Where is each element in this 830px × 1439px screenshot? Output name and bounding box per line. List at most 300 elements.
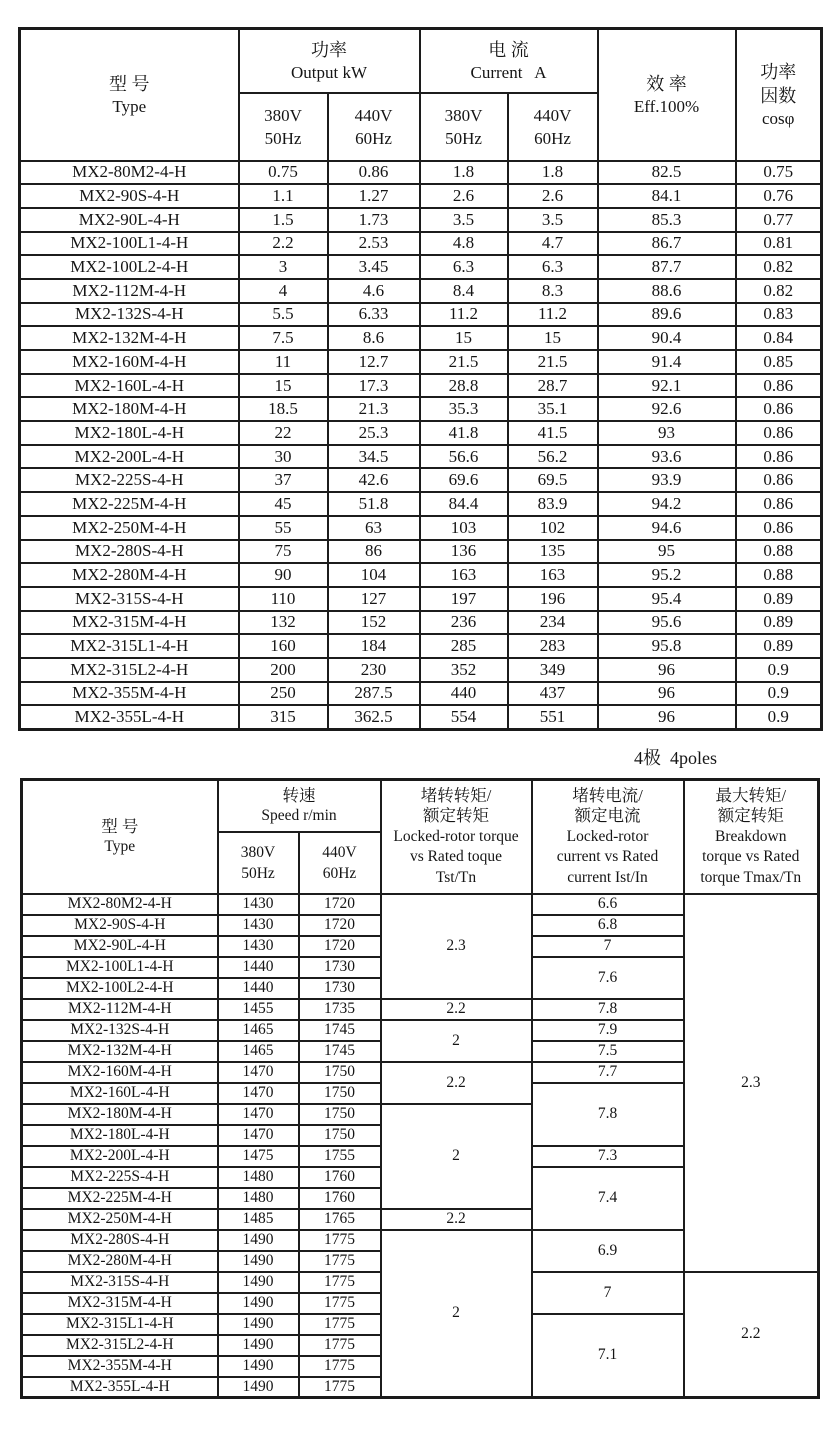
value-cell: 45: [239, 492, 328, 516]
value-cell: 86.7: [598, 232, 736, 256]
model-cell: MX2-132M-4-H: [22, 1041, 218, 1062]
model-cell: MX2-250M-4-H: [22, 1209, 218, 1230]
poles-caption: 4极 4poles: [634, 748, 717, 768]
spec-row: [20, 445, 822, 469]
model-cell: MX2-100L1-4-H: [22, 957, 218, 978]
model-cell: MX2-200L-4-H: [20, 445, 239, 469]
model-cell: MX2-132S-4-H: [20, 303, 239, 327]
value-cell: 96: [598, 682, 736, 706]
value-cell: 163: [508, 563, 598, 587]
speed-440-cell: 1775: [299, 1293, 381, 1314]
speed-440-cell: 1730: [299, 957, 381, 978]
spec-row: [20, 658, 822, 682]
value-cell: 84.1: [598, 184, 736, 208]
speed-440-cell: 1720: [299, 894, 381, 915]
type-header-en: Type: [104, 838, 136, 856]
ist-ratio-cell: 7.7: [532, 1062, 684, 1083]
tst-ratio-cell: 2.3: [381, 894, 532, 999]
value-cell: 0.88: [736, 540, 822, 564]
value-cell: 21.5: [420, 350, 508, 374]
value-cell: 4.7: [508, 232, 598, 256]
value-cell: 110: [239, 587, 328, 611]
speed-440-cell: 1750: [299, 1125, 381, 1146]
hz-50-label: 50Hz: [264, 128, 302, 148]
speed-440-cell: 1765: [299, 1209, 381, 1230]
efficiency-header-en: Eff.100%: [633, 96, 700, 116]
current-header-en: Current A: [470, 62, 547, 82]
current-380v-header: [420, 93, 508, 161]
value-cell: 104: [328, 563, 420, 587]
current-header: [420, 29, 598, 93]
model-cell: MX2-160M-4-H: [20, 350, 239, 374]
value-cell: 95.8: [598, 634, 736, 658]
value-cell: 362.5: [328, 705, 420, 729]
spec-row: [20, 184, 822, 208]
volt-440-label: 440V: [354, 105, 393, 125]
tst-ratio-cell: 2: [381, 1020, 532, 1062]
spec-row: [20, 611, 822, 635]
value-cell: 551: [508, 705, 598, 729]
tmax-ratio-cell: 2.3: [684, 894, 819, 1272]
value-cell: 135: [508, 540, 598, 564]
value-cell: 234: [508, 611, 598, 635]
ist-ratio-cell: 6.6: [532, 894, 684, 915]
speed-380-cell: 1465: [218, 1041, 299, 1062]
value-cell: 132: [239, 611, 328, 635]
value-cell: 136: [420, 540, 508, 564]
value-cell: 315: [239, 705, 328, 729]
value-cell: 75: [239, 540, 328, 564]
current-440v-header: [508, 93, 598, 161]
spec-row: [20, 397, 822, 421]
ist-ratio-cell: 6.8: [532, 915, 684, 936]
model-cell: MX2-112M-4-H: [22, 999, 218, 1020]
model-cell: MX2-315L2-4-H: [20, 658, 239, 682]
spec-row: [20, 563, 822, 587]
locked-rotor-torque-header: [381, 780, 532, 894]
hz-60-label: 60Hz: [355, 128, 392, 148]
model-cell: MX2-355M-4-H: [22, 1356, 218, 1377]
value-cell: 0.75: [736, 161, 822, 185]
tmax-header-line: 最大转矩/: [715, 785, 787, 805]
ist-ratio-cell: 7: [532, 936, 684, 957]
value-cell: 56.6: [420, 445, 508, 469]
value-cell: 21.3: [328, 397, 420, 421]
hz-60-label: 60Hz: [534, 128, 571, 148]
speed-380-cell: 1490: [218, 1314, 299, 1335]
type-header-cn: 型 号: [101, 817, 139, 837]
speed-torque-table: [20, 778, 820, 1399]
value-cell: 3.45: [328, 255, 420, 279]
value-cell: 0.86: [736, 397, 822, 421]
model-cell: MX2-315L1-4-H: [20, 634, 239, 658]
speed-380-cell: 1440: [218, 957, 299, 978]
speed-380-cell: 1440: [218, 978, 299, 999]
power-current-table-body: [20, 161, 822, 730]
tst-ratio-cell: 2.2: [381, 999, 532, 1020]
model-cell: MX2-315L1-4-H: [22, 1314, 218, 1335]
value-cell: 0.9: [736, 658, 822, 682]
speed-380-cell: 1475: [218, 1146, 299, 1167]
model-cell: MX2-315M-4-H: [22, 1293, 218, 1314]
value-cell: 93.9: [598, 468, 736, 492]
speed-380v-header: [218, 832, 299, 894]
speed-380-cell: 1490: [218, 1272, 299, 1293]
value-cell: 0.89: [736, 634, 822, 658]
model-cell: MX2-355M-4-H: [20, 682, 239, 706]
value-cell: 15: [420, 326, 508, 350]
value-cell: 37: [239, 468, 328, 492]
speed-440-cell: 1775: [299, 1377, 381, 1398]
tmax-header-line: torque vs Rated: [702, 848, 800, 865]
spec-row: [20, 587, 822, 611]
value-cell: 69.5: [508, 468, 598, 492]
model-cell: MX2-250M-4-H: [20, 516, 239, 540]
value-cell: 152: [328, 611, 420, 635]
value-cell: 7.5: [239, 326, 328, 350]
value-cell: 0.86: [736, 421, 822, 445]
speed-440-cell: 1750: [299, 1083, 381, 1104]
value-cell: 3.5: [508, 208, 598, 232]
value-cell: 83.9: [508, 492, 598, 516]
value-cell: 63: [328, 516, 420, 540]
value-cell: 163: [420, 563, 508, 587]
value-cell: 56.2: [508, 445, 598, 469]
speed-380-cell: 1455: [218, 999, 299, 1020]
value-cell: 160: [239, 634, 328, 658]
locked-rotor-current-header: [532, 780, 684, 894]
volt-380-label: 380V: [264, 105, 302, 125]
value-cell: 1.5: [239, 208, 328, 232]
value-cell: 42.6: [328, 468, 420, 492]
value-cell: 6.3: [420, 255, 508, 279]
speed-380-cell: 1490: [218, 1251, 299, 1272]
value-cell: 283: [508, 634, 598, 658]
speed-440-cell: 1745: [299, 1041, 381, 1062]
spec-row: [20, 255, 822, 279]
ist-header-line: 堵转电流/: [572, 785, 643, 805]
model-cell: MX2-315S-4-H: [22, 1272, 218, 1293]
spec-row: [20, 705, 822, 729]
speed-380-cell: 1430: [218, 915, 299, 936]
value-cell: 82.5: [598, 161, 736, 185]
value-cell: 41.8: [420, 421, 508, 445]
value-cell: 41.5: [508, 421, 598, 445]
model-cell: MX2-315L2-4-H: [22, 1335, 218, 1356]
model-cell: MX2-100L2-4-H: [20, 255, 239, 279]
volt-440-label: 440V: [322, 843, 357, 861]
value-cell: 4.8: [420, 232, 508, 256]
value-cell: 0.83: [736, 303, 822, 327]
value-cell: 0.76: [736, 184, 822, 208]
speed-380-cell: 1490: [218, 1356, 299, 1377]
value-cell: 15: [239, 374, 328, 398]
tst-header-line: 堵转转矩/: [420, 785, 492, 805]
value-cell: 103: [420, 516, 508, 540]
speed-380-cell: 1485: [218, 1209, 299, 1230]
ist-ratio-cell: 7.1: [532, 1314, 684, 1398]
value-cell: 18.5: [239, 397, 328, 421]
value-cell: 11.2: [420, 303, 508, 327]
model-cell: MX2-132M-4-H: [20, 326, 239, 350]
speed-header-en: Speed r/min: [261, 807, 337, 825]
value-cell: 11.2: [508, 303, 598, 327]
value-cell: 35.3: [420, 397, 508, 421]
speed-380-cell: 1490: [218, 1230, 299, 1251]
value-cell: 0.81: [736, 232, 822, 256]
value-cell: 94.2: [598, 492, 736, 516]
value-cell: 1.8: [508, 161, 598, 185]
model-cell: MX2-280M-4-H: [22, 1251, 218, 1272]
value-cell: 197: [420, 587, 508, 611]
speed-380-cell: 1490: [218, 1335, 299, 1356]
model-cell: MX2-90L-4-H: [20, 208, 239, 232]
value-cell: 35.1: [508, 397, 598, 421]
ist-header-line: Locked-rotor: [566, 827, 649, 845]
value-cell: 12.7: [328, 350, 420, 374]
model-cell: MX2-225M-4-H: [20, 492, 239, 516]
power-factor-header: [736, 29, 822, 161]
value-cell: 0.86: [736, 516, 822, 540]
model-cell: MX2-280S-4-H: [22, 1230, 218, 1251]
model-cell: MX2-200L-4-H: [22, 1146, 218, 1167]
value-cell: 1.73: [328, 208, 420, 232]
model-cell: MX2-160M-4-H: [22, 1062, 218, 1083]
value-cell: 89.6: [598, 303, 736, 327]
speed-header-cn: 转速: [282, 786, 316, 806]
power-current-table: [18, 27, 823, 731]
model-cell: MX2-225S-4-H: [22, 1167, 218, 1188]
speed-440-cell: 1775: [299, 1251, 381, 1272]
value-cell: 200: [239, 658, 328, 682]
value-cell: 95.2: [598, 563, 736, 587]
value-cell: 349: [508, 658, 598, 682]
value-cell: 95.4: [598, 587, 736, 611]
volt-380-label: 380V: [444, 105, 483, 125]
speed-380-cell: 1470: [218, 1083, 299, 1104]
value-cell: 184: [328, 634, 420, 658]
speed-380-cell: 1470: [218, 1062, 299, 1083]
spec-row: [20, 279, 822, 303]
value-cell: 94.6: [598, 516, 736, 540]
ist-ratio-cell: 7.5: [532, 1041, 684, 1062]
ist-header-line: current vs Rated: [556, 848, 659, 865]
value-cell: 102: [508, 516, 598, 540]
model-cell: MX2-112M-4-H: [20, 279, 239, 303]
value-cell: 8.3: [508, 279, 598, 303]
model-cell: MX2-160L-4-H: [22, 1083, 218, 1104]
ist-ratio-cell: 7: [532, 1272, 684, 1314]
ist-ratio-cell: 7.8: [532, 1083, 684, 1146]
output-power-header-en: Output kW: [290, 62, 368, 82]
model-cell: MX2-280M-4-H: [20, 563, 239, 587]
speed-440-cell: 1730: [299, 978, 381, 999]
efficiency-header-cn: 效 率: [646, 73, 687, 94]
value-cell: 8.4: [420, 279, 508, 303]
output-power-header-cn: 功率: [311, 39, 347, 60]
speed-440-cell: 1775: [299, 1272, 381, 1293]
spec-row: [20, 208, 822, 232]
speed-380-cell: 1480: [218, 1188, 299, 1209]
speed-440-cell: 1720: [299, 915, 381, 936]
model-cell: MX2-315M-4-H: [20, 611, 239, 635]
value-cell: 437: [508, 682, 598, 706]
model-cell: MX2-90S-4-H: [22, 915, 218, 936]
speed-torque-table-body: [22, 894, 819, 1398]
tst-ratio-cell: 2.2: [381, 1209, 532, 1230]
value-cell: 0.89: [736, 611, 822, 635]
value-cell: 4: [239, 279, 328, 303]
value-cell: 5.5: [239, 303, 328, 327]
value-cell: 88.6: [598, 279, 736, 303]
model-cell: MX2-225M-4-H: [22, 1188, 218, 1209]
speed-440-cell: 1750: [299, 1104, 381, 1125]
speed-380-cell: 1490: [218, 1377, 299, 1398]
ist-ratio-cell: 7.3: [532, 1146, 684, 1167]
value-cell: 1.1: [239, 184, 328, 208]
value-cell: 55: [239, 516, 328, 540]
tst-ratio-cell: 2: [381, 1230, 532, 1398]
value-cell: 90: [239, 563, 328, 587]
value-cell: 69.6: [420, 468, 508, 492]
ist-ratio-cell: 7.8: [532, 999, 684, 1020]
power-380v-header: [239, 93, 328, 161]
value-cell: 22: [239, 421, 328, 445]
value-cell: 1.8: [420, 161, 508, 185]
value-cell: 6.33: [328, 303, 420, 327]
value-cell: 93: [598, 421, 736, 445]
value-cell: 0.82: [736, 255, 822, 279]
value-cell: 236: [420, 611, 508, 635]
value-cell: 0.86: [736, 374, 822, 398]
model-cell: MX2-132S-4-H: [22, 1020, 218, 1041]
tst-header-line: vs Rated toque: [409, 848, 503, 865]
hz-50-label: 50Hz: [445, 128, 482, 148]
speed-440-cell: 1750: [299, 1062, 381, 1083]
efficiency-header: [598, 29, 736, 161]
value-cell: 92.6: [598, 397, 736, 421]
spec-row: [20, 350, 822, 374]
spec-row: [20, 303, 822, 327]
tmax-ratio-cell: 2.2: [684, 1272, 819, 1398]
speed-440-cell: 1735: [299, 999, 381, 1020]
speed-440-cell: 1775: [299, 1335, 381, 1356]
spec-row: [22, 894, 819, 915]
speed-380-cell: 1465: [218, 1020, 299, 1041]
value-cell: 230: [328, 658, 420, 682]
spec-row: [20, 421, 822, 445]
spec-row: [20, 540, 822, 564]
value-cell: 2.2: [239, 232, 328, 256]
speed-440-cell: 1775: [299, 1356, 381, 1377]
value-cell: 92.1: [598, 374, 736, 398]
breakdown-torque-header: [684, 780, 819, 894]
ist-ratio-cell: 7.4: [532, 1167, 684, 1230]
value-cell: 554: [420, 705, 508, 729]
value-cell: 2.6: [420, 184, 508, 208]
value-cell: 0.84: [736, 326, 822, 350]
value-cell: 0.89: [736, 587, 822, 611]
value-cell: 51.8: [328, 492, 420, 516]
model-cell: MX2-180L-4-H: [20, 421, 239, 445]
type-header-cn: 型 号: [109, 73, 150, 94]
value-cell: 30: [239, 445, 328, 469]
value-cell: 90.4: [598, 326, 736, 350]
value-cell: 0.86: [736, 492, 822, 516]
spec-row: [20, 634, 822, 658]
value-cell: 91.4: [598, 350, 736, 374]
spec-row: [20, 326, 822, 350]
speed-380-cell: 1470: [218, 1104, 299, 1125]
value-cell: 440: [420, 682, 508, 706]
value-cell: 6.3: [508, 255, 598, 279]
tst-header-line: Locked-rotor torque: [393, 827, 519, 845]
value-cell: 96: [598, 705, 736, 729]
value-cell: 15: [508, 326, 598, 350]
value-cell: 352: [420, 658, 508, 682]
value-cell: 0.77: [736, 208, 822, 232]
value-cell: 11: [239, 350, 328, 374]
model-cell: MX2-100L2-4-H: [22, 978, 218, 999]
value-cell: 93.6: [598, 445, 736, 469]
ist-header-line: 额定电流: [574, 806, 641, 825]
model-cell: MX2-225S-4-H: [20, 468, 239, 492]
model-cell: MX2-180M-4-H: [22, 1104, 218, 1125]
value-cell: 0.88: [736, 563, 822, 587]
value-cell: 0.86: [736, 468, 822, 492]
tst-header-line: 额定转矩: [423, 806, 489, 825]
speed-440-cell: 1720: [299, 936, 381, 957]
spec-row: [20, 161, 822, 185]
model-cell: MX2-355L-4-H: [20, 705, 239, 729]
value-cell: 127: [328, 587, 420, 611]
hz-60-label: 60Hz: [322, 864, 357, 882]
value-cell: 34.5: [328, 445, 420, 469]
type-header: [22, 780, 218, 894]
model-cell: MX2-90S-4-H: [20, 184, 239, 208]
speed-380-cell: 1430: [218, 894, 299, 915]
value-cell: 0.82: [736, 279, 822, 303]
hz-50-label: 50Hz: [241, 864, 275, 882]
power-factor-header-cn2: 因数: [760, 85, 797, 106]
value-cell: 87.7: [598, 255, 736, 279]
value-cell: 287.5: [328, 682, 420, 706]
value-cell: 95.6: [598, 611, 736, 635]
spec-row: [20, 374, 822, 398]
value-cell: 250: [239, 682, 328, 706]
power-440v-header: [328, 93, 420, 161]
tmax-header-line: 额定转矩: [717, 806, 784, 825]
speed-440-cell: 1775: [299, 1230, 381, 1251]
spec-row: [20, 232, 822, 256]
volt-380-label: 380V: [240, 843, 276, 861]
ist-ratio-cell: 7.6: [532, 957, 684, 999]
power-factor-header-cn1: 功率: [760, 61, 797, 82]
value-cell: 0.86: [736, 445, 822, 469]
model-cell: MX2-100L1-4-H: [20, 232, 239, 256]
value-cell: 17.3: [328, 374, 420, 398]
value-cell: 0.85: [736, 350, 822, 374]
model-cell: MX2-180M-4-H: [20, 397, 239, 421]
value-cell: 2.53: [328, 232, 420, 256]
spec-row: [20, 468, 822, 492]
speed-440-cell: 1755: [299, 1146, 381, 1167]
model-cell: MX2-80M2-4-H: [22, 894, 218, 915]
tmax-header-line: Breakdown: [715, 827, 787, 845]
value-cell: 96: [598, 658, 736, 682]
value-cell: 86: [328, 540, 420, 564]
value-cell: 2.6: [508, 184, 598, 208]
